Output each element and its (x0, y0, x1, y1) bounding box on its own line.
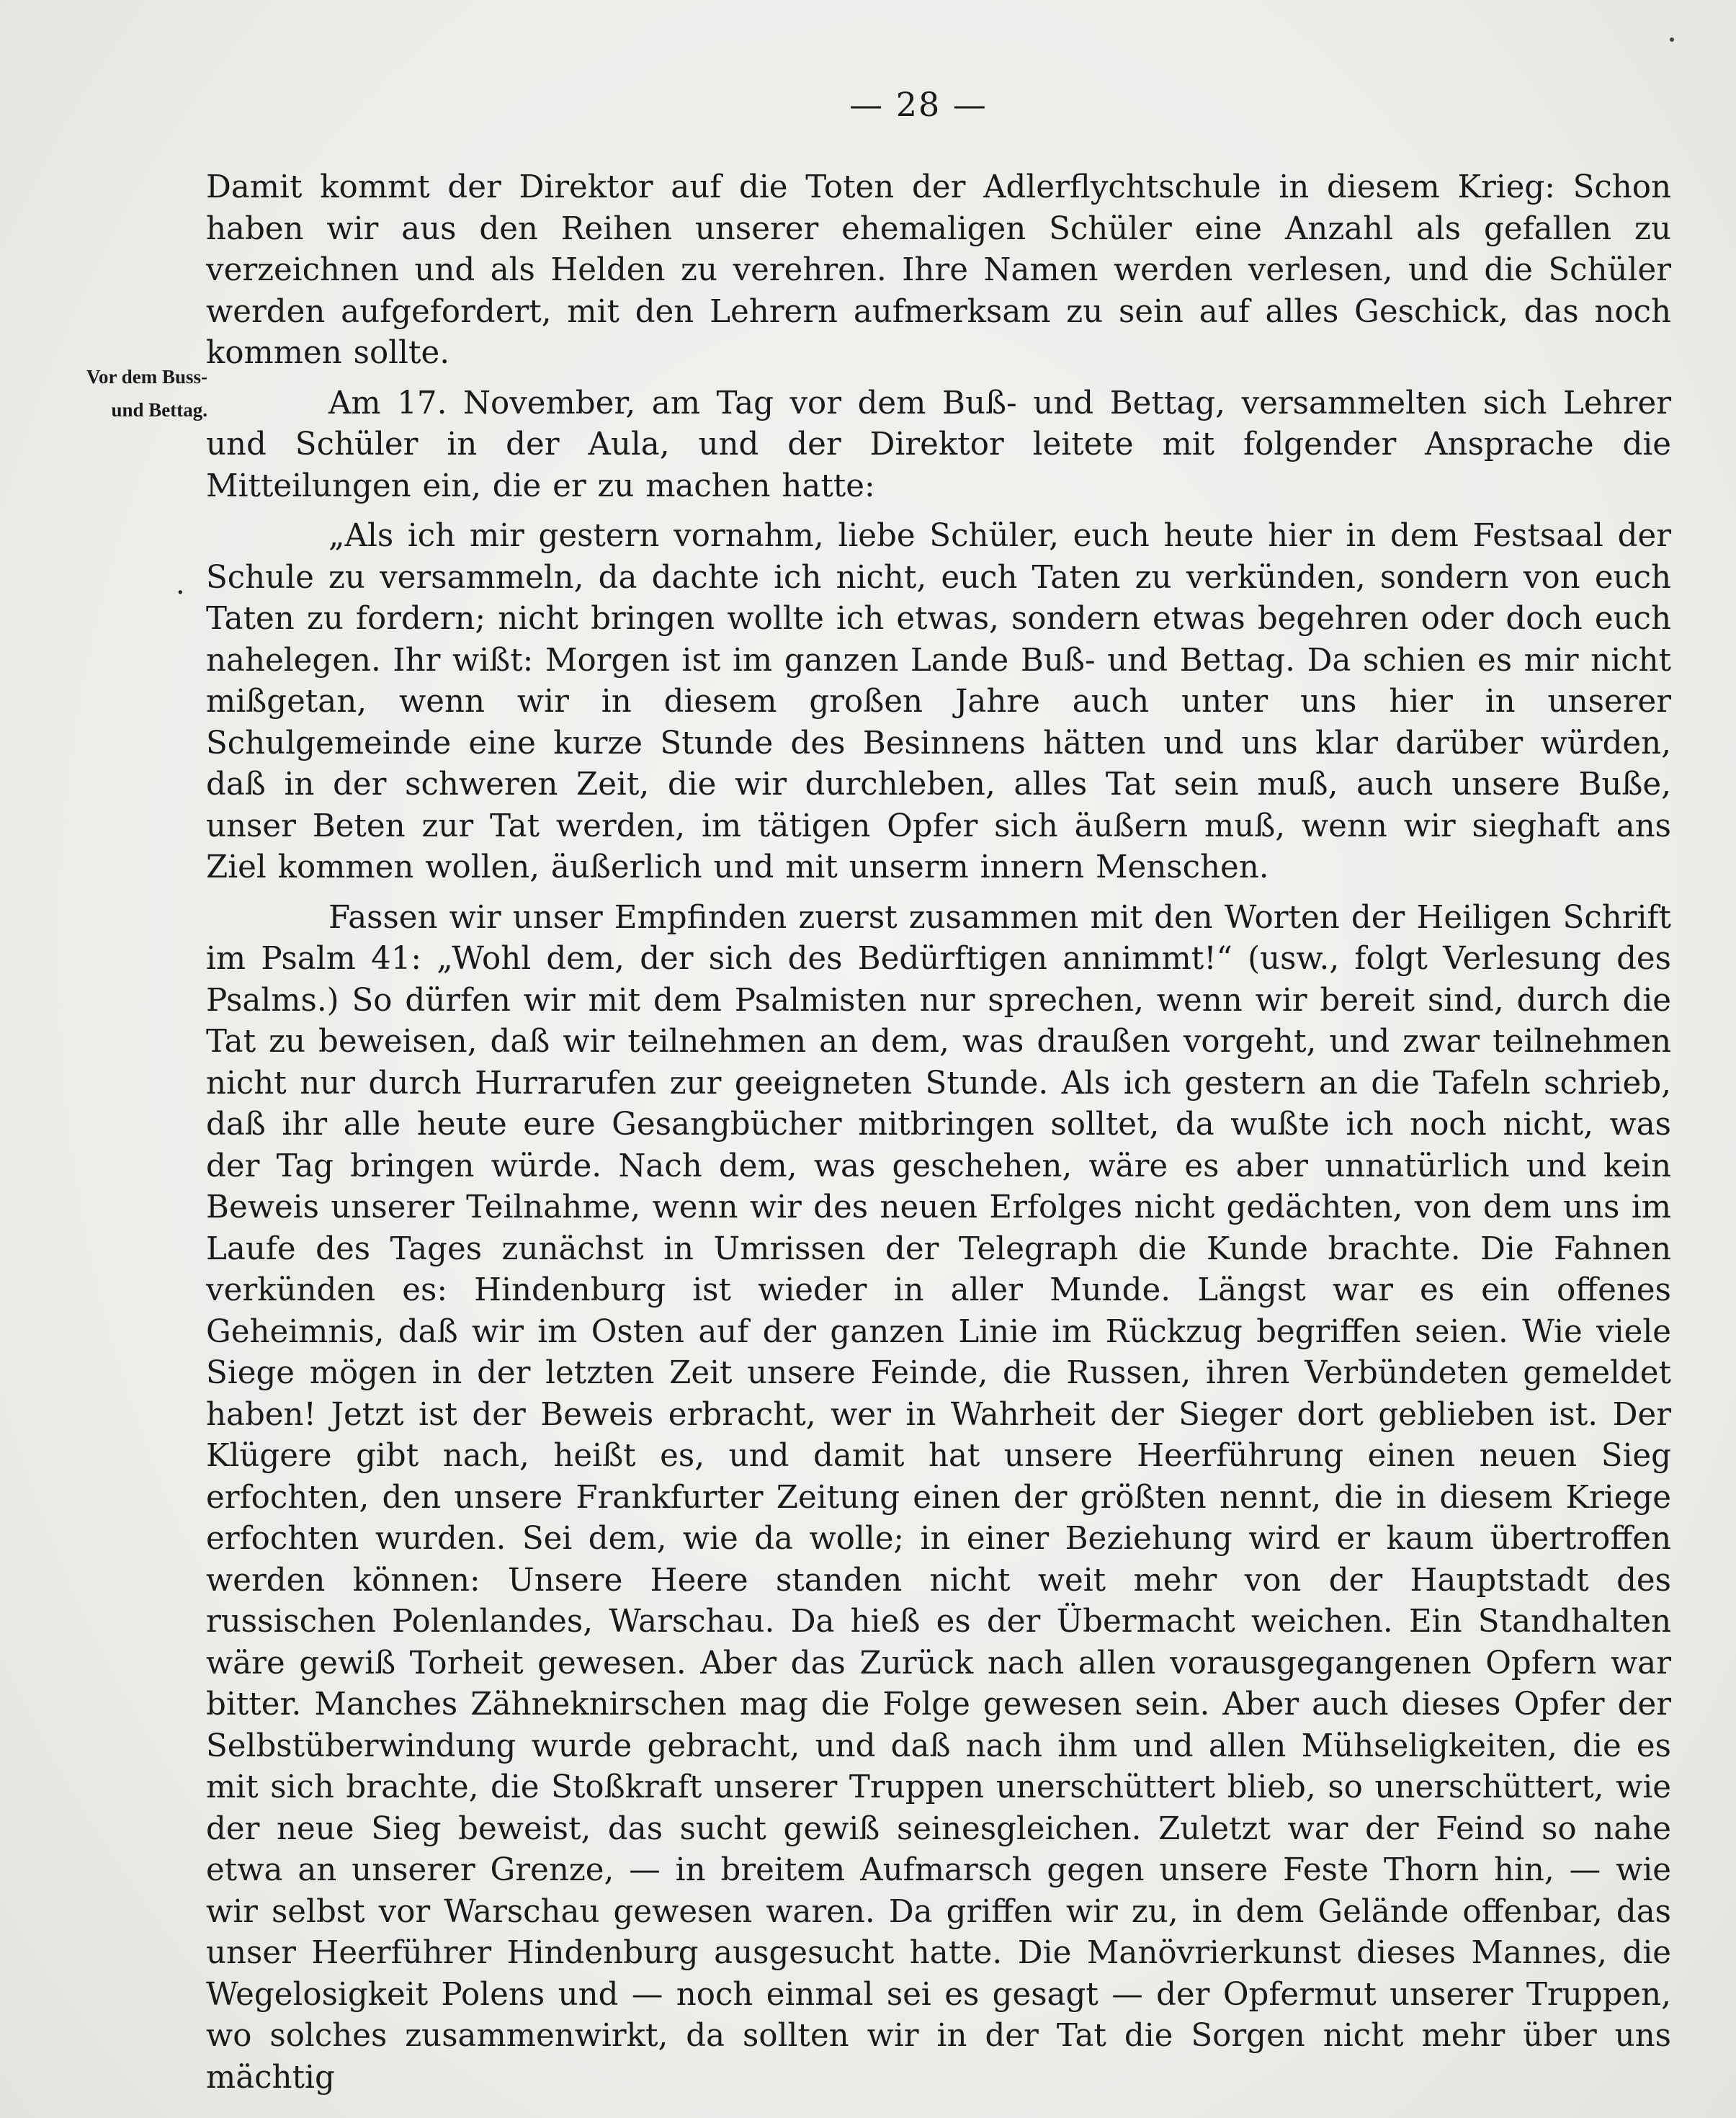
paragraph-3: „Als ich mir gestern vornahm, liebe Schüler, euch heute hier in dem Festsaal der Schule zu versammeln, da dachte ich nicht, euch Taten zu verkünden, sondern von euch Taten zu fordern; nicht bringen wollte ich etwas, sondern etwas begehren oder doch euch nahelegen. Ihr wißt: Morgen ist im ganzen Lande Buß- und Bettag. Da schien es mir nicht mißgetan, wenn wir in diesem großen Jahre auch unter uns hier in unserer Schulgemeinde eine kurze Stunde des Besinnens hätten und uns klar darüber würden, daß in der schweren Zeit, die wir durchleben, alles Tat sein muß, auch unsere Buße, unser Beten zur Tat werden, im tätigen Opfer sich äußern muß, wenn wir sieghaft ans Ziel kommen wollen, äußerlich und mit unserm innern Menschen. (206, 518, 1671, 885)
body-text (206, 167, 1671, 2099)
paragraph-4: Fassen wir unser Empfinden zuerst zusammen mit den Worten der Heiligen Schrift im Psalm 41: „Wohl dem, der sich des Bedürftigen annimmt!“ (usw., folgt Verlesung des Psalms.) So dürfen wir mit dem Psalmisten nur sprechen, wenn wir bereit sind, durch die Tat zu beweisen, daß wir teilnehmen an dem, was draußen vorgeht, und zwar teilnehmen nicht nur durch Hurrarufen zur geeigneten Stunde. Als ich gestern an die Tafeln schrieb, daß ihr alle heute eure Gesangbücher mitbringen solltet, da wußte ich noch nicht, was der Tag bringen würde. Nach dem, was geschehen, wäre es aber unnatürlich und kein Beweis unserer Teilnahme, wenn wir des neuen Erfolges nicht gedächten, von dem uns im Laufe des Tages zunächst in Umrissen der Telegraph die Kunde brachte. Die Fahnen verkünden es: Hindenburg ist wieder in aller Munde. Längst war es ein offenes Geheimnis, daß wir im Osten auf der ganzen Linie im Rückzug begriffen seien. Wie viele Siege mögen in der letzten Zeit unsere Feinde, die Russen, ihren Verbündeten gemeldet haben! Jetzt ist der Beweis erbracht, wer in Wahrheit der Sieger dort geblieben ist. Der Klügere gibt nach, heißt es, und damit hat unsere Heerführung einen neuen Sieg erfochten, den unsere Frankfurter Zeitung einen der größten nennt, die in diesem Kriege erfochten wurden. Sei dem, wie da wolle; in einer Beziehung wird er kaum übertroffen werden können: Unsere Heere standen nicht weit mehr von der Hauptstadt des russischen Polenlandes, Warschau. Da hieß es der Übermacht weichen. Ein Standhalten wäre gewiß Torheit gewesen. Aber das Zurück nach allen vorausgegangenen Opfern war bitter. Manches Zähneknirschen mag die Folge gewesen sein. Aber auch dieses Opfer der Selbstüberwindung wurde gebracht, und daß nach ihm und allen Mühseligkeiten, die es mit sich brachte, die Stoßkraft unserer Truppen unerschüttert blieb, so unerschüttert, wie der neue Sieg beweist, das sucht gewiß seinesgleichen. Zuletzt war der Feind so nahe etwa an unserer Grenze, — in breitem Aufmarsch gegen unsere Feste Thorn hin, — wie wir selbst vor Warschau gewesen waren. Da griffen wir zu, in dem Gelände offenbar, das unser Heerführer Hindenburg ausgesucht hatte. Die Manövrierkunst dieses Mannes, die Wegelosigkeit Polens und — noch einmal sei es gesagt — der Opfermut unserer Truppen, wo solches zusammenwirkt, da sollten wir in der Tat die Sorgen nicht mehr über uns mächtig (206, 899, 1671, 2096)
scan-speck (1670, 37, 1674, 42)
paragraph-2: Am 17. November, am Tag vor dem Buß- und Bettag, versammelten sich Lehrer und Schüler in der Aula, und der Direktor leitete mit folgender Ansprache die Mitteilungen ein, die er zu machen hatte: (206, 385, 1671, 504)
margin-note (35, 360, 207, 426)
stray-dot-mark: · (176, 576, 185, 609)
page-number: — 28 — (849, 85, 988, 124)
paragraph-1: Damit kommt der Direktor auf die Toten der Adlerflychtschule in diesem Krieg: Schon haben wir aus den Reihen unserer ehemaligen Schüler eine Anzahl als gefallen zu verzeichnen und als Helden zu verehren. Ihre Namen werden verlesen, und die Schüler werden aufgefordert, mit den Lehrern aufmerksam zu sein auf alles Geschick, das noch kommen sollte. (206, 169, 1671, 371)
margin-note-line-2: und Bettag. (111, 399, 207, 421)
margin-note-line-1: Vor dem Buss- (86, 366, 207, 388)
